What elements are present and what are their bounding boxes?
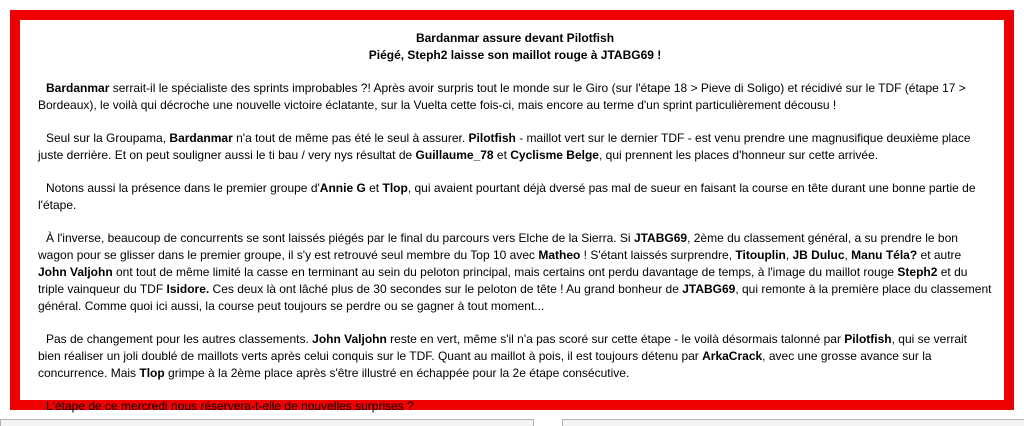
rider-name: John Valjohn <box>312 332 387 346</box>
paragraph-text: n'a tout de même pas été le seul à assurer. <box>232 131 469 145</box>
rider-name: Pilotfish <box>844 332 892 346</box>
rider-name: ArkaCrack <box>702 349 763 363</box>
paragraph-text: , avec une grosse avance sur la concurrence. Mais <box>38 349 932 380</box>
paragraph-text: et du triple vainqueur du TDF <box>38 265 968 296</box>
rider-name: Titouplin <box>735 248 786 262</box>
rider-name: Bardanmar <box>169 131 233 145</box>
rider-name: JTABG69 <box>633 231 688 245</box>
rider-name: Tlop <box>382 181 408 195</box>
rider-name: Guillaume_78 <box>415 148 494 162</box>
article-subtitle: Piégé, Steph2 laisse son maillot rouge à JTABG69 ! <box>368 48 662 62</box>
paragraph-text: Seul sur la Groupama, <box>46 131 170 145</box>
paragraph-text: et <box>365 181 383 195</box>
paragraph-1 <box>38 80 992 114</box>
rider-name: Cyclisme Belge <box>510 148 599 162</box>
paragraph-3 <box>38 180 992 214</box>
rider-name: JB Duluc <box>792 248 845 262</box>
paragraph-text: À l'inverse, beaucoup de concurrents se sont laissés piégés par le final du parcours vers Elche de la Sierra. Si <box>46 231 634 245</box>
rider-name: John Valjohn <box>38 265 113 279</box>
paragraph-text: et <box>493 148 511 162</box>
article-content <box>20 20 1004 415</box>
paragraph-text: L'étape de ce mercredi nous réservera-t-elle de nouvelles surprises ? <box>46 399 414 413</box>
rider-name: Tlop <box>139 366 165 380</box>
paragraph-text: ! S'étant laissés surprendre, <box>580 248 736 262</box>
rider-name: JTABG69 <box>682 282 736 296</box>
article-title: Bardanmar assure devant Pilotfish <box>415 31 615 45</box>
paragraph-text: et autre <box>917 248 962 262</box>
paragraph-2 <box>38 130 992 164</box>
rider-name: Manu Téla? <box>851 248 918 262</box>
paragraph-text: reste en vert, même s'il n'a pas scoré sur cette étape - le voilà désormais talonné par <box>386 332 845 346</box>
paragraph-text: , qui remonte à la première place du classement général. Comme quoi ici aussi, la course peut toujours se perdre ou se gagner à tout moment... <box>38 282 992 313</box>
rider-name: Pilotfish <box>468 131 516 145</box>
paragraph-5 <box>38 331 992 382</box>
paragraph-6 <box>38 398 992 415</box>
rider-name: Matheo <box>538 248 581 262</box>
paragraph-text: Ces deux là ont lâché plus de 30 secondes sur le peloton de tête ! Au grand bonheur de <box>209 282 683 296</box>
rider-name: Steph2 <box>897 265 938 279</box>
bottom-panel-right <box>562 419 1024 426</box>
paragraph-text: Notons aussi la présence dans le premier groupe d' <box>46 181 320 195</box>
paragraph-text: , <box>844 248 852 262</box>
paragraph-text: , <box>785 248 793 262</box>
paragraph-text: , qui avaient pourtant déjà dversé pas mal de sueur en faisant la course en tête durant une bonne partie de l'étape. <box>38 181 976 212</box>
paragraph-text: grimpe à la 2ème place après s'être illustré en échappée pour la 2e étape consécutive. <box>164 366 630 380</box>
paragraph-text: , qui se verrait bien réaliser un joli doublé de maillots verts après celui conquis sur le TDF. Quant au maillot à pois, il est toujours détenu par <box>38 332 968 363</box>
rider-name: Isidore. <box>166 282 210 296</box>
rider-name: Bardanmar <box>46 81 110 95</box>
paragraph-text: Pas de changement pour les autres classements. <box>46 332 313 346</box>
paragraph-4 <box>38 230 992 315</box>
paragraph-text: ont tout de même limité la casse en terminant au sein du peloton principal, mais certains ont perdu davantage de temps, à l'image du maillot rouge <box>112 265 898 279</box>
bottom-panel-left <box>0 419 534 426</box>
article-titles <box>38 30 992 64</box>
rider-name: Annie G <box>319 181 366 195</box>
paragraph-text: , qui prennent les places d'honneur sur cette arrivée. <box>598 148 879 162</box>
paragraph-text: - maillot vert sur le dernier TDF - est venu prendre une magnusifique deuxième place juste derrière. Et on peut souligner aussi le ti bau / very nys résultat de <box>38 131 971 162</box>
paragraph-text: serrait-il le spécialiste des sprints improbables ?! Après avoir surpris tout le monde sur le Giro (sur l'étape 18 > Pieve di Soligo) et récidivé sur le TDF (étape 17 > Bordeaux), le voilà qui décroche une nouvelle victoire éclatante, sur la Vuelta cette fois-ci, mais encore au terme d'un sprint particulièrement décousu ! <box>38 81 966 112</box>
paragraph-text: , 2ème du classement général, a su prendre le bon wagon pour se glisser dans le premier groupe, il s'y est retrouvé seul membre du Top 10 avec <box>38 231 958 262</box>
article-frame <box>10 10 1014 413</box>
